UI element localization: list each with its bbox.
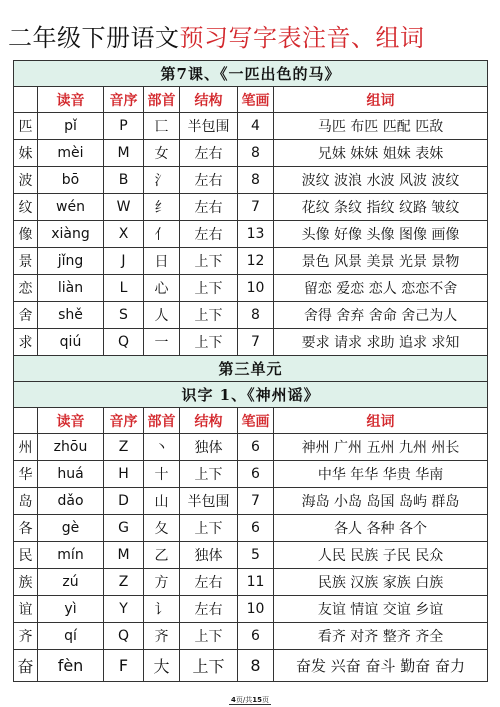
seq-cell: Z	[104, 569, 144, 596]
strokes-cell: 11	[238, 569, 274, 596]
strokes-cell: 10	[238, 275, 274, 302]
strokes-cell: 8	[238, 650, 274, 682]
pinyin-cell: qí	[38, 623, 104, 650]
radical-cell: 方	[144, 569, 180, 596]
character-cell: 奋	[14, 650, 38, 682]
table-row	[14, 596, 488, 623]
seq-cell: M	[104, 140, 144, 167]
character-cell: 齐	[14, 623, 38, 650]
pinyin-cell: jǐng	[38, 248, 104, 275]
column-header: 组词	[274, 408, 488, 434]
seq-cell: Q	[104, 329, 144, 356]
strokes-cell: 8	[238, 167, 274, 194]
lesson-title: 第7课、《一匹出色的马》	[14, 61, 488, 87]
column-header: 部首	[144, 87, 180, 113]
pinyin-cell: fèn	[38, 650, 104, 682]
seq-cell: L	[104, 275, 144, 302]
character-cell: 像	[14, 221, 38, 248]
seq-cell: Y	[104, 596, 144, 623]
words-cell: 海岛 小岛 岛国 岛屿 群岛	[274, 488, 488, 515]
character-cell: 州	[14, 434, 38, 461]
seq-cell: P	[104, 113, 144, 140]
words-cell: 舍得 舍弃 舍命 舍己为人	[274, 302, 488, 329]
structure-cell: 左右	[180, 167, 238, 194]
unit-title: 第三单元	[14, 356, 488, 382]
column-header: 组词	[274, 87, 488, 113]
radical-cell: 女	[144, 140, 180, 167]
structure-cell: 上下	[180, 461, 238, 488]
strokes-cell: 6	[238, 515, 274, 542]
words-cell: 神州 广州 五州 九州 州长	[274, 434, 488, 461]
words-cell: 头像 好像 头像 图像 画像	[274, 221, 488, 248]
column-header: 结构	[180, 87, 238, 113]
structure-cell: 上下	[180, 275, 238, 302]
pinyin-cell: zú	[38, 569, 104, 596]
strokes-cell: 7	[238, 329, 274, 356]
seq-cell: M	[104, 542, 144, 569]
seq-cell: G	[104, 515, 144, 542]
radical-cell: 十	[144, 461, 180, 488]
pinyin-cell: gè	[38, 515, 104, 542]
character-cell: 求	[14, 329, 38, 356]
radical-cell: 纟	[144, 194, 180, 221]
header-blank	[14, 87, 38, 113]
unit-title-row	[14, 356, 488, 382]
seq-cell: F	[104, 650, 144, 682]
strokes-cell: 13	[238, 221, 274, 248]
header-blank	[14, 408, 38, 434]
strokes-cell: 10	[238, 596, 274, 623]
seq-cell: S	[104, 302, 144, 329]
pinyin-cell: liàn	[38, 275, 104, 302]
words-cell: 马匹 布匹 匹配 匹敌	[274, 113, 488, 140]
table-row	[14, 569, 488, 596]
character-cell: 民	[14, 542, 38, 569]
character-cell: 波	[14, 167, 38, 194]
pinyin-cell: dǎo	[38, 488, 104, 515]
words-cell: 民族 汉族 家族 白族	[274, 569, 488, 596]
lesson-title-row	[14, 382, 488, 408]
page-title	[8, 20, 425, 56]
structure-cell: 左右	[180, 569, 238, 596]
structure-cell: 独体	[180, 434, 238, 461]
character-cell: 族	[14, 569, 38, 596]
pinyin-cell: mín	[38, 542, 104, 569]
words-cell: 各人 各种 各个	[274, 515, 488, 542]
table-row	[14, 650, 488, 682]
seq-cell: H	[104, 461, 144, 488]
strokes-cell: 5	[238, 542, 274, 569]
lesson-title: 识字 1、《神州谣》	[14, 382, 488, 408]
structure-cell: 左右	[180, 140, 238, 167]
words-cell: 花纹 条纹 指纹 纹路 皱纹	[274, 194, 488, 221]
words-cell: 留恋 爱恋 恋人 恋恋不舍	[274, 275, 488, 302]
structure-cell: 左右	[180, 221, 238, 248]
seq-cell: Q	[104, 623, 144, 650]
strokes-cell: 8	[238, 140, 274, 167]
words-cell: 奋发 兴奋 奋斗 勤奋 奋力	[274, 650, 488, 682]
table-row	[14, 302, 488, 329]
column-header-row	[14, 87, 488, 113]
pinyin-cell: wén	[38, 194, 104, 221]
structure-cell: 半包围	[180, 488, 238, 515]
character-cell: 景	[14, 248, 38, 275]
strokes-cell: 7	[238, 488, 274, 515]
column-header: 结构	[180, 408, 238, 434]
seq-cell: W	[104, 194, 144, 221]
character-cell: 恋	[14, 275, 38, 302]
character-cell: 妹	[14, 140, 38, 167]
words-cell: 看齐 对齐 整齐 齐全	[274, 623, 488, 650]
structure-cell: 独体	[180, 542, 238, 569]
table-row	[14, 113, 488, 140]
words-cell: 友谊 情谊 交谊 乡谊	[274, 596, 488, 623]
seq-cell: Z	[104, 434, 144, 461]
table-row	[14, 434, 488, 461]
radical-cell: 夂	[144, 515, 180, 542]
title-part-grade: 二年级下册语文	[8, 24, 180, 52]
radical-cell: 日	[144, 248, 180, 275]
words-cell: 波纹 波浪 水波 风波 波纹	[274, 167, 488, 194]
seq-cell: B	[104, 167, 144, 194]
radical-cell: 匸	[144, 113, 180, 140]
strokes-cell: 4	[238, 113, 274, 140]
table-row	[14, 542, 488, 569]
strokes-cell: 12	[238, 248, 274, 275]
radical-cell: 心	[144, 275, 180, 302]
table-row	[14, 515, 488, 542]
seq-cell: D	[104, 488, 144, 515]
structure-cell: 上下	[180, 248, 238, 275]
character-cell: 华	[14, 461, 38, 488]
table-row	[14, 329, 488, 356]
pinyin-cell: qiú	[38, 329, 104, 356]
radical-cell: 乙	[144, 542, 180, 569]
character-cell: 舍	[14, 302, 38, 329]
character-cell: 各	[14, 515, 38, 542]
page-footer	[0, 695, 500, 705]
structure-cell: 左右	[180, 596, 238, 623]
radical-cell: 山	[144, 488, 180, 515]
words-cell: 景色 风景 美景 光景 景物	[274, 248, 488, 275]
structure-cell: 左右	[180, 194, 238, 221]
structure-cell: 上下	[180, 329, 238, 356]
table-row	[14, 167, 488, 194]
column-header: 读音	[38, 408, 104, 434]
radical-cell: 大	[144, 650, 180, 682]
column-header-row	[14, 408, 488, 434]
radical-cell: 齐	[144, 623, 180, 650]
pinyin-cell: mèi	[38, 140, 104, 167]
column-header: 笔画	[238, 408, 274, 434]
character-table	[13, 60, 488, 682]
seq-cell: X	[104, 221, 144, 248]
pinyin-cell: pǐ	[38, 113, 104, 140]
radical-cell: 丶	[144, 434, 180, 461]
pinyin-cell: xiàng	[38, 221, 104, 248]
column-header: 音序	[104, 87, 144, 113]
table-row	[14, 275, 488, 302]
column-header: 部首	[144, 408, 180, 434]
table-row	[14, 461, 488, 488]
table-row	[14, 488, 488, 515]
structure-cell: 上下	[180, 515, 238, 542]
strokes-cell: 6	[238, 461, 274, 488]
radical-cell: 亻	[144, 221, 180, 248]
strokes-cell: 7	[238, 194, 274, 221]
column-header: 读音	[38, 87, 104, 113]
structure-cell: 上下	[180, 623, 238, 650]
radical-cell: 一	[144, 329, 180, 356]
table-row	[14, 623, 488, 650]
character-cell: 谊	[14, 596, 38, 623]
structure-cell: 上下	[180, 302, 238, 329]
seq-cell: J	[104, 248, 144, 275]
table-row	[14, 194, 488, 221]
radical-cell: 讠	[144, 596, 180, 623]
structure-cell: 上下	[180, 650, 238, 682]
words-cell: 兄妹 妹妹 姐妹 表妹	[274, 140, 488, 167]
strokes-cell: 6	[238, 623, 274, 650]
page-number-label: 4页/共15页	[231, 696, 269, 704]
lesson-title-row	[14, 61, 488, 87]
strokes-cell: 6	[238, 434, 274, 461]
title-part-topic: 预习写字表注音、组词	[179, 24, 425, 52]
structure-cell: 半包围	[180, 113, 238, 140]
table-row	[14, 221, 488, 248]
character-cell: 纹	[14, 194, 38, 221]
radical-cell: 氵	[144, 167, 180, 194]
character-cell: 岛	[14, 488, 38, 515]
column-header: 音序	[104, 408, 144, 434]
pinyin-cell: zhōu	[38, 434, 104, 461]
words-cell: 中华 年华 华贵 华南	[274, 461, 488, 488]
pinyin-cell: yì	[38, 596, 104, 623]
words-cell: 要求 请求 求助 追求 求知	[274, 329, 488, 356]
pinyin-cell: huá	[38, 461, 104, 488]
character-table-body	[14, 61, 488, 682]
pinyin-cell: shě	[38, 302, 104, 329]
words-cell: 人民 民族 子民 民众	[274, 542, 488, 569]
pinyin-cell: bō	[38, 167, 104, 194]
table-row	[14, 248, 488, 275]
character-cell: 匹	[14, 113, 38, 140]
table-row	[14, 140, 488, 167]
strokes-cell: 8	[238, 302, 274, 329]
radical-cell: 人	[144, 302, 180, 329]
column-header: 笔画	[238, 87, 274, 113]
